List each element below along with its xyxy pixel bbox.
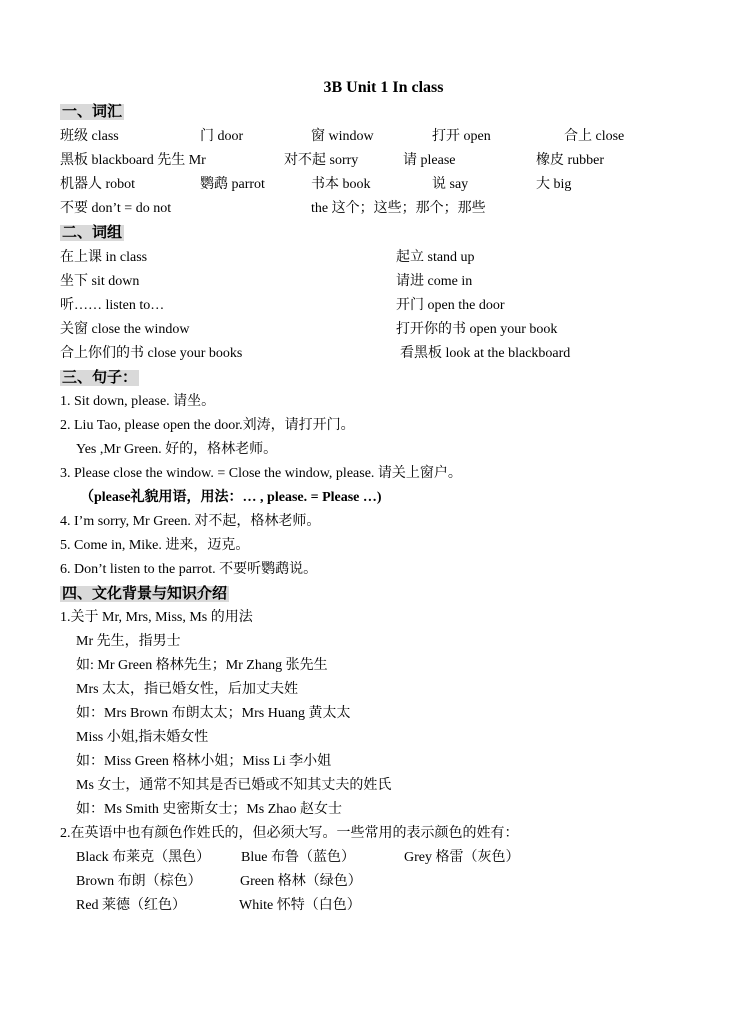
sentence-line: 4. I’m sorry, Mr Green. 对不起，格林老师。 [60,514,321,529]
section-heading-sentences: 三、句子： [62,370,138,386]
vocab-item: 合上 close [564,129,625,144]
vocab-item: 鹦鹉 parrot [200,177,265,192]
phrase-item: 关窗 close the window [60,322,190,337]
sentence-line: 1. Sit down, please. 请坐。 [60,394,216,409]
phrase-item: 听…… listen to… [60,298,165,313]
sentence-line: 2. Liu Tao, please open the door.刘涛，请打开门。 [60,418,355,433]
color-name-item: Red 莱德（红色） [76,898,187,913]
phrase-item: 坐下 sit down [60,274,140,289]
culture-line: Ms 女士，通常不知其是否已婚或不知其丈夫的姓氏 [76,778,392,793]
phrase-item: 请进 come in [396,274,473,289]
sentence-line: Yes ,Mr Green. 好的，格林老师。 [76,442,278,457]
color-name-item: Black 布莱克（黑色） [76,850,211,865]
vocab-item: 班级 class [60,129,119,144]
culture-line: 如：Miss Green 格林小姐；Miss Li 李小姐 [76,754,332,769]
color-name-item: Green 格林（绿色） [240,874,362,889]
culture-line: Mr 先生，指男士 [76,634,181,649]
vocab-item: 书本 book [311,177,371,192]
vocab-item: 机器人 robot [60,177,136,192]
culture-line: 如：Ms Smith 史密斯女士；Ms Zhao 赵女士 [76,802,343,817]
vocab-item: 说 say [432,177,469,192]
sentence-line: 3. Please close the window. = Close the window, please. 请关上窗户。 [60,466,462,481]
color-name-item: Blue 布鲁（蓝色） [241,850,355,865]
phrase-item: 在上课 in class [60,250,148,265]
usage-note: （please礼貌用语，用法：… , please. = Please …) [80,490,382,505]
phrase-item: 开门 open the door [396,298,505,313]
color-name-item: White 怀特（白色） [239,898,361,913]
vocab-item: 不要 don’t = do not [60,201,172,216]
culture-line: 2.在英语中也有颜色作姓氏的，但必须大写。一些常用的表示颜色的姓有： [60,826,519,841]
section-heading-phrases: 二、词组 [62,225,123,241]
sentence-line: 6. Don’t listen to the parrot. 不要听鹦鹉说。 [60,562,318,577]
sentence-line: 5. Come in, Mike. 进来，迈克。 [60,538,250,553]
vocab-item: 窗 window [311,129,374,144]
color-name-item: Grey 格雷（灰色） [404,850,520,865]
section-heading-vocab: 一、词汇 [62,104,123,120]
phrase-item: 看黑板 look at the blackboard [400,346,571,361]
vocab-item: 黑板 blackboard 先生 Mr [60,153,206,168]
phrase-item: 合上你们的书 close your books [60,346,243,361]
phrase-item: 打开你的书 open your book [396,322,558,337]
vocab-item: 打开 open [432,129,491,144]
culture-line: 1.关于 Mr, Mrs, Miss, Ms 的用法 [60,610,253,625]
phrase-item: 起立 stand up [396,250,475,265]
culture-line: Mrs 太太，指已婚女性，后加丈夫姓 [76,682,299,697]
vocab-item: 大 big [536,177,572,192]
page-title: 3B Unit 1 In class [323,79,444,96]
vocab-item: 请 please [403,153,456,168]
culture-line: Miss 小姐,指未婚女性 [76,730,209,745]
vocab-item: 门 door [200,129,244,144]
vocab-item: the 这个；这些；那个；那些 [311,201,486,216]
culture-line: 如: Mr Green 格林先生；Mr Zhang 张先生 [76,658,328,673]
vocab-item: 橡皮 rubber [536,153,605,168]
vocab-item: 对不起 sorry [284,153,359,168]
section-heading-culture: 四、文化背景与知识介绍 [62,586,228,602]
color-name-item: Brown 布朗（棕色） [76,874,202,889]
culture-line: 如：Mrs Brown 布朗太太；Mrs Huang 黄太太 [76,706,351,721]
